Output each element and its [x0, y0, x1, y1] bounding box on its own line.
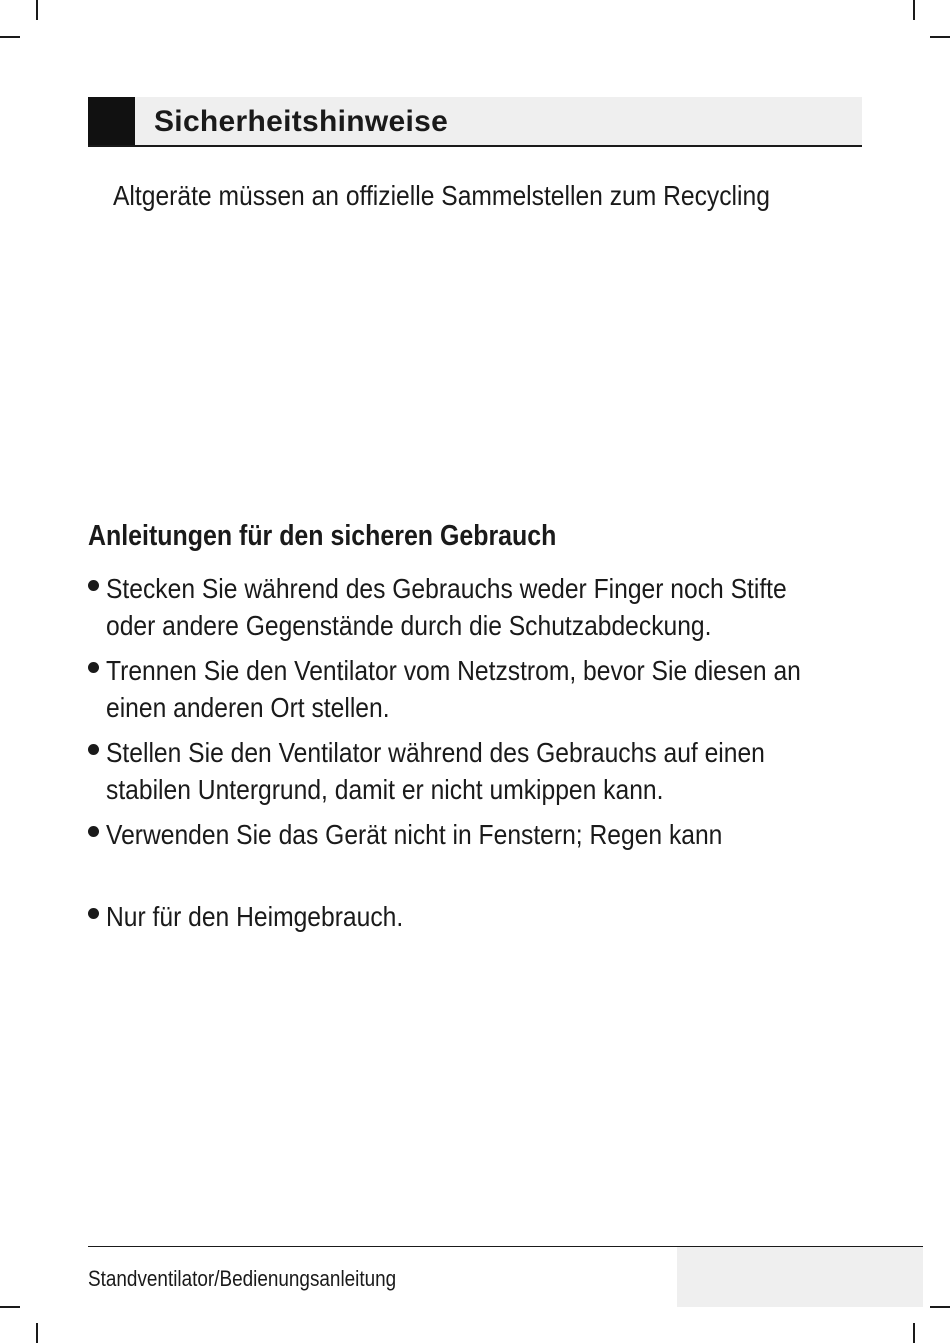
section-title: Sicherheitshinweise	[154, 105, 449, 138]
safe-use-heading: Anleitungen für den sicheren Gebrauch	[88, 520, 557, 552]
list-item-line: Nur für den Heimgebrauch.	[106, 901, 404, 932]
bullet-icon	[88, 662, 99, 673]
crop-mark-bottom-left	[36, 1323, 38, 1343]
list-item-line: einen anderen Ort stellen.	[106, 692, 390, 723]
list-item-text	[106, 816, 722, 853]
list-item-line: stabilen Untergrund, damit er nicht umkippen kann.	[106, 774, 664, 805]
section-header	[88, 97, 862, 147]
bullet-icon	[88, 580, 99, 591]
crop-mark-top-right	[913, 0, 915, 20]
list-item-text	[106, 570, 787, 644]
crop-mark-top-left	[36, 0, 38, 20]
list-item-line: Stecken Sie während des Gebrauchs weder Finger noch Stifte	[106, 573, 787, 604]
crop-mark-bottom-left	[0, 1306, 20, 1308]
crop-mark-top-right	[930, 36, 950, 38]
list-item-line: oder andere Gegenstände durch die Schutzabdeckung.	[106, 610, 712, 641]
list-item-text	[106, 734, 765, 808]
list-item-line: Stellen Sie den Ventilator während des Gebrauchs auf einen	[106, 737, 765, 768]
bullet-icon	[88, 826, 99, 837]
crop-mark-top-left	[0, 36, 20, 38]
section-marker	[88, 97, 135, 145]
page-number-box	[677, 1247, 923, 1307]
list-item-text	[106, 652, 801, 726]
list-item-line: Trennen Sie den Ventilator vom Netzstrom, bevor Sie diesen an	[106, 655, 801, 686]
bullet-icon	[88, 908, 99, 919]
footer-title: Standventilator/Bedienungsanleitung	[88, 1266, 397, 1291]
bullet-icon	[88, 744, 99, 755]
intro-paragraph: Altgeräte müssen an offizielle Sammelstellen zum Recycling	[113, 180, 770, 211]
crop-mark-bottom-right	[913, 1323, 915, 1343]
list-item-line: Verwenden Sie das Gerät nicht in Fenstern; Regen kann	[106, 819, 723, 850]
crop-mark-bottom-right	[930, 1306, 950, 1308]
list-item-text	[106, 898, 403, 935]
